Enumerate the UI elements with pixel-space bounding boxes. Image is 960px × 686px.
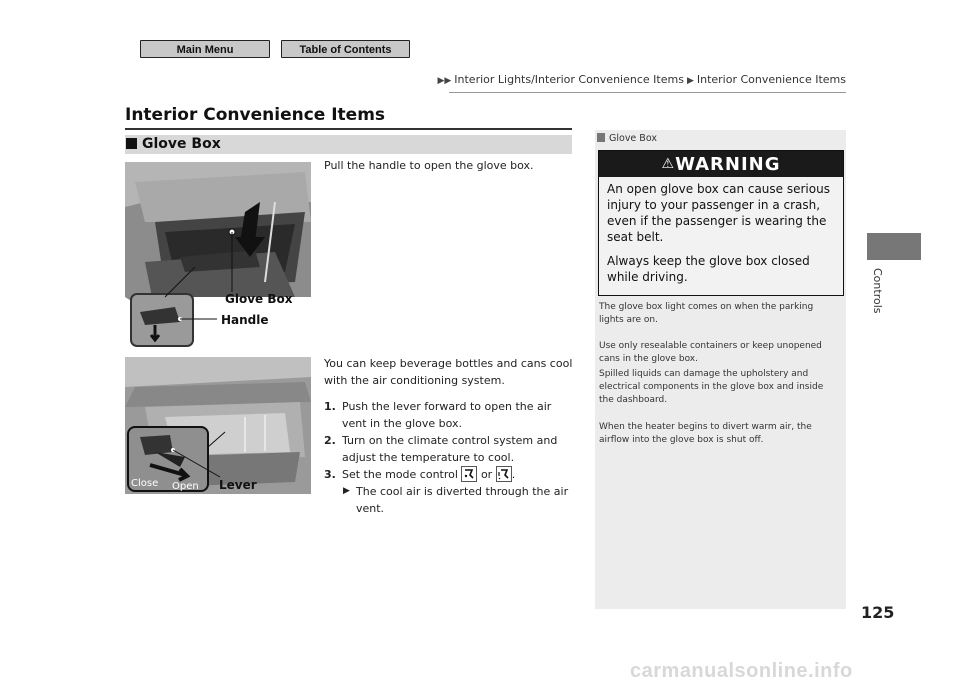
glove-box-label: Glove Box (225, 292, 293, 306)
main-menu-button[interactable]: Main Menu (140, 40, 270, 58)
step-text: Push the lever forward to open the air vent in the glove box. (342, 400, 552, 430)
list-item (324, 398, 579, 432)
sidebar-note-containers: Use only resealable containers or keep unopened cans in the glove box. (599, 341, 822, 364)
list-item (324, 466, 579, 483)
glove-box-drawing (125, 162, 311, 350)
breadcrumb-arrow-icon: ▶ (686, 76, 694, 86)
breadcrumb-item-interior-lights[interactable]: Interior Lights/Interior Convenience Items (454, 73, 684, 86)
warning-text-2: Always keep the glove box closed while driving. (607, 254, 810, 284)
chapter-tab-label: Controls (871, 268, 884, 314)
section-bullet-icon (126, 138, 137, 149)
list-item (324, 432, 579, 466)
page-title: Interior Convenience Items (125, 105, 386, 125)
sidebar-note-heater: When the heater begins to divert warm air, the airflow into the glove box is shut off. (599, 422, 812, 445)
table-of-contents-button[interactable]: Table of Contents (281, 40, 410, 58)
sidebar-note-light: The glove box light comes on when the parking lights are on. (599, 302, 814, 325)
warning-text-1: An open glove box can cause serious injury to your passenger in a crash, even if the passenger is wearing the seat belt. (607, 182, 830, 244)
step-text: Turn on the climate control system and adjust the temperature to cool. (342, 434, 558, 464)
breadcrumb-item-interior-convenience[interactable]: Interior Convenience Items (696, 73, 846, 86)
note-marker-icon (597, 133, 605, 142)
result-arrow-icon: ▶ (343, 486, 350, 496)
warning-triangle-icon: ⚠ (661, 156, 676, 172)
floor-defrost-mode-icon (496, 466, 512, 482)
beverage-text: You can keep beverage bottles and cans cool with the air conditioning system. (324, 357, 573, 387)
footer-watermark: carmanualsonline.info (630, 660, 853, 682)
breadcrumb (434, 73, 846, 86)
step-text-end: . (511, 468, 516, 481)
glove-box-illustration (125, 162, 311, 350)
sidebar-heading-text: Glove Box (609, 133, 657, 144)
warning-box (598, 150, 844, 296)
warning-header (599, 151, 843, 177)
sub-step-text: The cool air is diverted through the air vent. (356, 485, 569, 515)
step-number: 2. (324, 434, 336, 447)
handle-label: Handle (221, 313, 269, 327)
sidebar-heading (597, 133, 657, 144)
warning-body (607, 181, 839, 285)
step-text-or: or (480, 468, 493, 481)
intro-text: Pull the handle to open the glove box. (324, 159, 534, 172)
steps-list (324, 398, 579, 517)
floor-mode-icon (461, 466, 477, 482)
header-divider (449, 92, 846, 93)
sub-step (324, 483, 579, 517)
section-header (125, 135, 572, 154)
sidebar-note-spills: Spilled liquids can damage the upholstery and electrical components in the glove box and inside the dashboard. (599, 369, 824, 405)
step-number: 3. (324, 468, 336, 481)
close-label: Close (131, 478, 159, 489)
lever-label: Lever (219, 478, 257, 492)
air-vent-lever-illustration (125, 357, 311, 494)
warning-title: WARNING (675, 154, 781, 175)
chapter-tab[interactable] (867, 233, 921, 260)
open-label: Open (172, 481, 199, 492)
title-divider (125, 128, 572, 130)
breadcrumb-arrow-icon: ▶▶ (437, 76, 452, 86)
page-number: 125 (861, 603, 895, 622)
lever-drawing (125, 357, 311, 494)
section-title: Glove Box (142, 136, 221, 152)
step-number: 1. (324, 400, 336, 413)
step-text: Set the mode control (342, 468, 458, 481)
